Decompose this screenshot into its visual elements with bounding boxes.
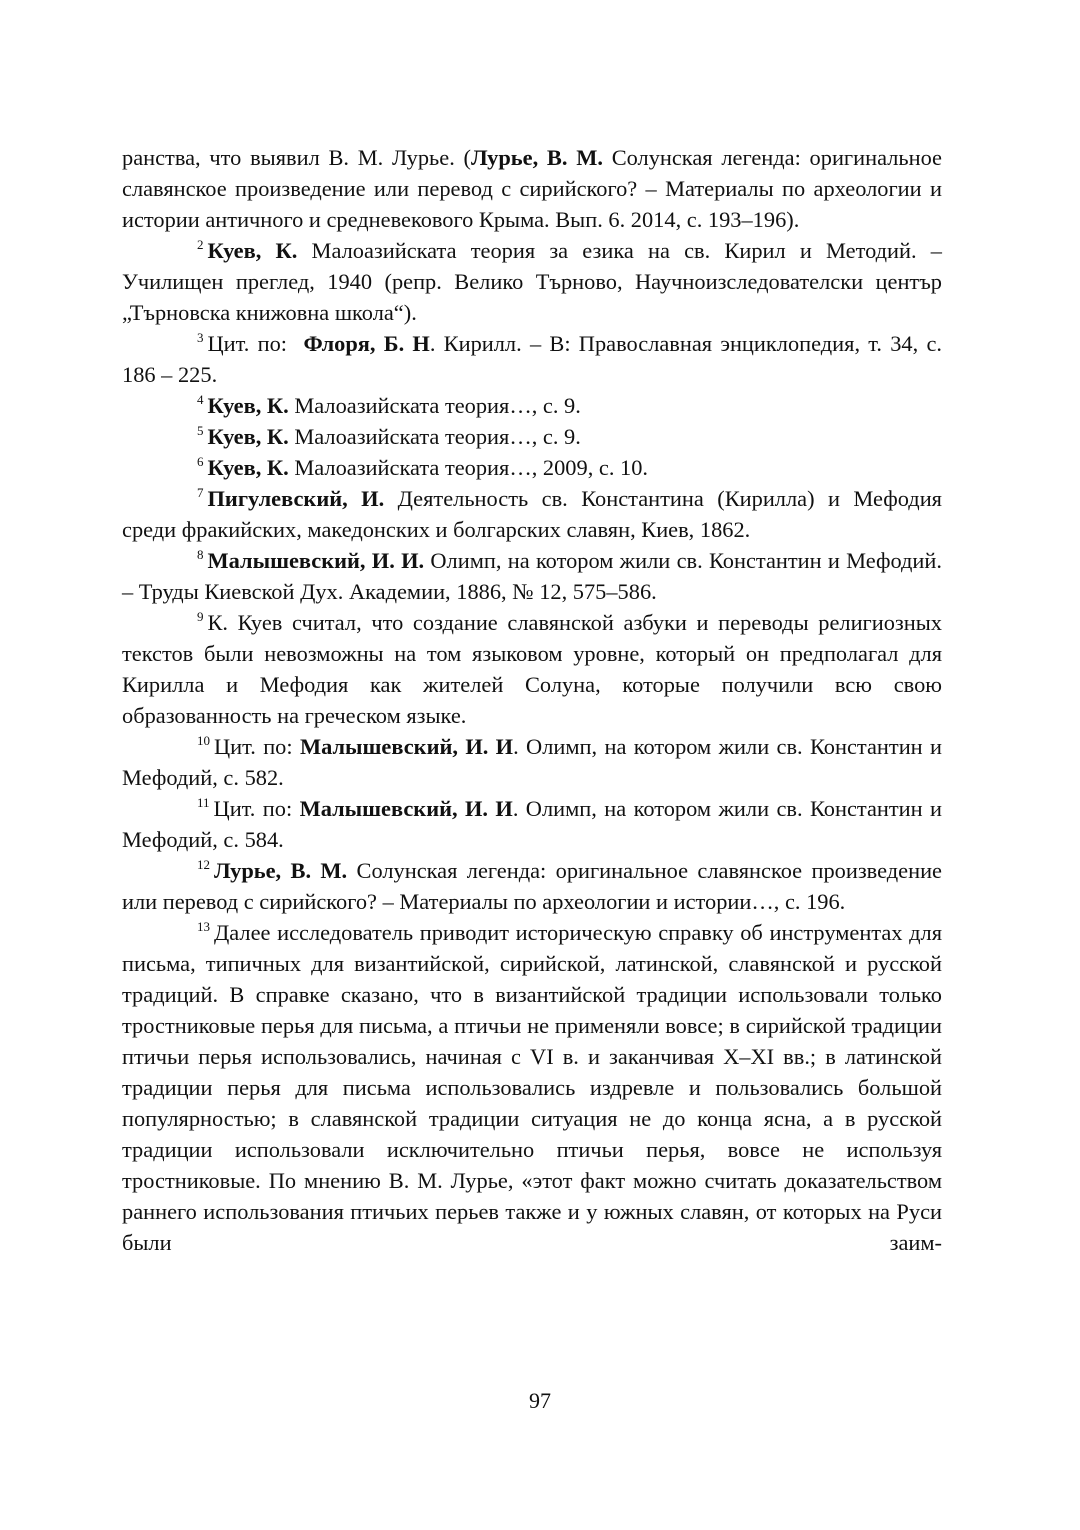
footnote-number: 9 xyxy=(197,609,204,624)
page-number: 97 xyxy=(529,1388,551,1413)
footnote-text: Малоазийската теория…, с. 9. xyxy=(288,424,581,449)
footnote-text: Олимп, на котором жили св. Константин и Мефодий. – Труды Киевской Дух. Академии, 1886, № 12, 575–586. xyxy=(122,548,942,604)
footnote-author: Флоря, Б. Н xyxy=(303,331,430,356)
footnote-number: 11 xyxy=(197,795,210,810)
footnote-number: 12 xyxy=(197,857,210,872)
footnote-12 xyxy=(122,855,942,917)
footnote-text: . Олимп, на котором жили св. Константин и Мефодий, с. 584. xyxy=(122,796,942,852)
footnote-5 xyxy=(122,421,942,452)
footnote-text: Малоазийската теория за езика на св. Кирил и Методий. – Училищен преглед, 1940 (репр. Велико Търново, Научноизследователски център „Търновска книжовна школа“). xyxy=(122,238,942,325)
footnote-8 xyxy=(122,545,942,607)
footnote-author: Малышевский, И. И xyxy=(299,734,514,759)
footnote-13 xyxy=(122,917,942,1258)
footnote-prefix: Цит. по: xyxy=(214,734,300,759)
footnote-text: Малоазийската теория…, с. 9. xyxy=(288,393,581,418)
footnote-number: 13 xyxy=(197,919,210,934)
footnote-author: Куев, К. xyxy=(207,455,289,480)
footnote-text: Солунская легенда: оригинальное славянское произведение или перевод с сирийского? – Материалы по археологии и истории…, с. 196. xyxy=(122,858,942,914)
footnote-number: 3 xyxy=(197,330,204,345)
footnote-text: Малоазийската теория…, 2009, с. 10. xyxy=(288,455,649,480)
footnote-text: Далее исследователь приводит историческую справку об инструментах для письма, типичных для византийской, сирийской, латинской, славянской и русской традиций. В справке сказано, что в византийской традиции использовали только тростниковые перья для письма, а птичьи не применяли вовсе; в сирийской традиции птичьи перья использовались, начиная с VI в. и заканчивая X–XI вв.; в латинской традиции перья для письма использовались издревле и пользовались большой популярностью; в славянской традиции ситуация не до конца ясна, а в русской традиции использовали исключительно птичьи перья, вовсе не используя тростниковые. По мнению В. М. Лурье, «этот факт можно считать доказательством раннего использования птичьих перьев также и у южных славян, от которых на Руси были заим- xyxy=(122,920,942,1255)
footnote-2 xyxy=(122,235,942,328)
footnote-author: Куев, К. xyxy=(207,393,289,418)
footnote-text: К. Куев считал, что создание славянской азбуки и переводы религиозных текстов были невозможны на том языковом уровне, который он предполагал для Кирилла и Мефодия как жителей Солуна, которые получили всю свою образованность на греческом языке. xyxy=(122,610,942,728)
footnote-4 xyxy=(122,390,942,421)
footnote-7 xyxy=(122,483,942,545)
footnote-11 xyxy=(122,793,942,855)
footnote-prefix: Цит. по: xyxy=(207,331,304,356)
footnote-3 xyxy=(122,328,942,390)
footnote-author: Малышевский, И. И xyxy=(299,796,513,821)
footnote-text: . Олимп, на котором жили св. Константин и Мефодий, с. 582. xyxy=(122,734,942,790)
footnote-number: 8 xyxy=(197,547,204,562)
footnote-number: 7 xyxy=(197,485,204,500)
footnote-prefix: Цит. по: xyxy=(213,796,300,821)
footnote-author: Малышевский, И. И. xyxy=(207,548,425,573)
footnote-10 xyxy=(122,731,942,793)
footnote-number: 6 xyxy=(197,454,204,469)
footnote-9 xyxy=(122,607,942,731)
page-body xyxy=(122,142,942,1258)
footnote-number: 5 xyxy=(197,423,204,438)
footnote-number: 4 xyxy=(197,392,204,407)
footnote-author: Лурье, В. М. xyxy=(214,858,348,883)
footnote-author: Куев, К. xyxy=(207,238,298,263)
footnote-text: . Кирилл. – В: Православная энциклопедия, т. 34, с. 186 – 225. xyxy=(122,331,942,387)
footnote-number: 2 xyxy=(197,237,204,252)
footnote-number: 10 xyxy=(197,733,210,748)
footnote-author: Куев, К. xyxy=(207,424,289,449)
continuation-author: Лурье, В. М. xyxy=(471,145,603,170)
continuation-text-1: ранства, что выявил В. М. Лурье. ( xyxy=(122,145,472,170)
footnote-continuation xyxy=(122,142,942,235)
footnote-author: Пигулевский, И. xyxy=(207,486,385,511)
footnote-6 xyxy=(122,452,942,483)
footnote-text: Деятельность св. Константина (Кирилла) и Мефодия среди фракийских, македонских и болгарских славян, Киев, 1862. xyxy=(122,486,942,542)
continuation-text-2: Солунская легенда: оригинальное славянское произведение или перевод с сирийского? – Материалы по археологии и истории античного и средневекового Крыма. Вып. 6. 2014, с. 193–196). xyxy=(122,145,942,232)
